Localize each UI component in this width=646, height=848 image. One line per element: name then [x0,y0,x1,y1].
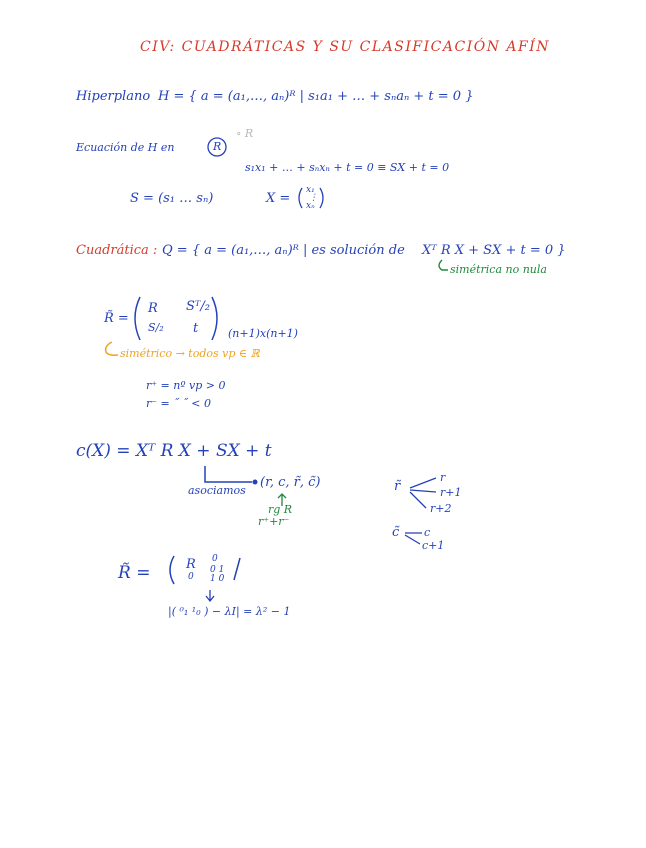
s-vector-def: S = (s₁ … sₙ) [130,191,214,206]
matrix-left-paren [135,297,140,340]
r-plus-def: r⁺ = nº vp > 0 [146,379,226,392]
matrix-entry-22: t [193,321,199,336]
equation-formula: s₁x₁ + … + sₙxₙ + t = 0 ≡ SX + t = 0 [245,161,450,174]
assoc-arrow [205,466,252,482]
xvec-left-paren [299,188,302,208]
r-tilde-lhs: R̃ = [104,311,129,326]
x-vector-label: X = [266,191,291,206]
invariant-tuple: (r, c, r̃, c̃) [260,475,321,490]
r-minus-def: r⁻ = ˝ ˝ < 0 [146,397,211,410]
r-tilde-option-2: r+1 [440,486,462,499]
r-tilde-option-3: r+2 [430,502,452,515]
c-tilde-option-1: c [424,526,431,539]
matrix-entry-12: Sᵀ/₂ [186,299,210,314]
c-tilde-option-2: c+1 [422,539,445,552]
rank-label: rg R [268,503,293,516]
example-entry-10: 1 0 [210,574,225,584]
equation-gray-note: ∘ R [236,127,254,140]
example-lhs: R̃ = [118,563,151,583]
example-entry-0a: 0 [212,554,218,564]
xvec-right-paren [320,188,323,208]
quadric-label: Cuadrática : [76,243,158,258]
cx-formula: c(X) = Xᵀ R X + SX + t [76,441,272,461]
example-det: |( ⁰₁ ¹₀ ) − λI| = λ² − 1 [168,605,291,618]
x-vector-entry-1: x₁ [306,185,315,195]
c-tilde-symbol: c̃ [392,525,400,540]
matrix-entry-11: R [148,301,158,316]
example-entry-0b: 0 [188,572,194,582]
example-right-slash [234,558,240,580]
matrix-entry-21: S/₂ [148,321,164,334]
green-hook [439,260,448,270]
assoc-label: asociamos [188,484,246,497]
symmetric-note: simétrico → todos vp ∈ ℝ [120,347,260,360]
quadric-green-note: simétrica no nula [450,263,547,276]
page-title: CIV: CUADRÁTICAS Y SU CLASIFICACIÓN AFÍN [140,39,551,55]
quadric-formula: Q = { a = (a₁,…, aₙ)ᴿ | es solución de [162,243,405,258]
example-entry-r: R [186,557,196,572]
c-tilde-arrows [405,533,422,544]
rank-sum: r⁺+r⁻ [258,515,290,528]
example-left-paren [170,556,174,584]
equation-label: Ecuación de H en [76,141,175,154]
x-vector-entry-2: ⋮ [309,193,318,203]
matrix-dims: (n+1)x(n+1) [228,327,298,340]
hyperplane-label: Hiperplano [76,89,151,104]
down-arrow [206,590,214,601]
quadric-equation: Xᵀ R X + SX + t = 0 } [422,243,566,258]
orange-hook [106,342,118,355]
x-vector-entry-3: xₙ [306,201,315,211]
r-tilde-option-1: r [440,471,446,484]
r-tilde-symbol: r̃ [394,479,401,494]
equation-frame: R [213,140,222,153]
hyperplane-formula: H = { a = (a₁,…, aₙ)ᴿ | s₁a₁ + … + sₙaₙ + t = 0 } [158,89,474,104]
matrix-right-paren [212,297,217,340]
example-entry-01: 0 1 [210,565,225,575]
